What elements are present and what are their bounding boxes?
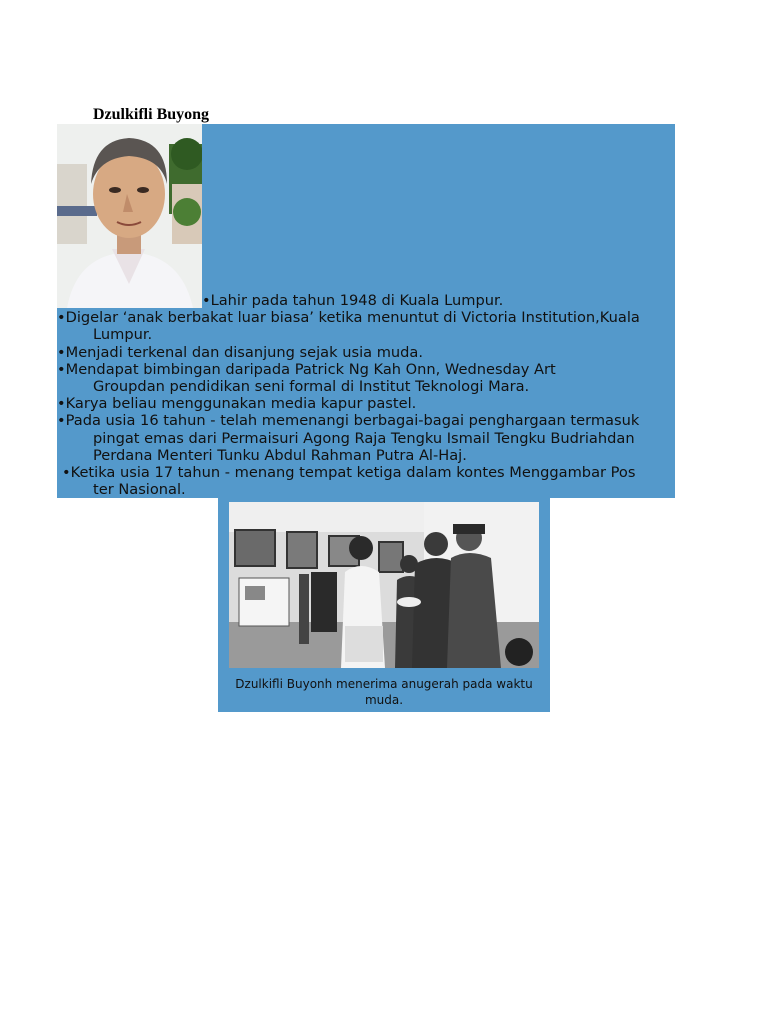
bullet-line: •Pada usia 16 tahun - telah memenangi berbagai-bagai penghargaan termasuk	[57, 412, 640, 430]
bullet-line: Perdana Menteri Tunku Abdul Rahman Putra Al-Haj.	[93, 446, 467, 464]
bullet-item	[57, 344, 677, 361]
bullet-item	[57, 412, 677, 464]
caption-line: Dzulkifli Buyonh menerima anugerah pada waktu	[235, 677, 533, 691]
bullet-line: Groupdan pendidikan seni formal di Institut Teknologi Mara.	[93, 378, 530, 396]
bullet-item	[57, 309, 677, 343]
bullet-item	[57, 361, 677, 395]
award-photo-box	[218, 498, 550, 712]
bullet-line: Lumpur.	[93, 326, 153, 344]
bullet-item	[57, 292, 677, 309]
bullet-item	[57, 395, 677, 412]
portrait-photo	[57, 124, 202, 308]
bullet-line: •Lahir pada tahun 1948 di Kuala Lumpur.	[202, 292, 504, 309]
bullet-line: •Karya beliau menggunakan media kapur pastel.	[57, 395, 417, 413]
bullet-line: •Menjadi terkenal dan disanjung sejak usia muda.	[57, 343, 424, 361]
page-title: Dzulkifli Buyong	[93, 106, 210, 123]
bullet-line: •Digelar ‘anak berbakat luar biasa’ ketika menuntut di Victoria Institution,Kuala	[57, 309, 640, 327]
bullet-item	[57, 464, 677, 498]
caption-line: muda.	[364, 693, 404, 707]
bullet-line: •Mendapat bimbingan daripada Patrick Ng Kah Onn, Wednesday Art	[57, 360, 556, 378]
bullet-line: pingat emas dari Permaisuri Agong Raja Tengku Ismail Tengku Budriahdan	[93, 429, 635, 447]
bullet-line: •Ketika usia 17 tahun - menang tempat ketiga dalam kontes Menggambar Pos	[62, 464, 636, 482]
award-photo	[229, 502, 539, 668]
bio-bullet-list	[57, 292, 677, 498]
bullet-line: ter Nasional.	[93, 481, 186, 499]
photo-caption	[218, 676, 550, 708]
